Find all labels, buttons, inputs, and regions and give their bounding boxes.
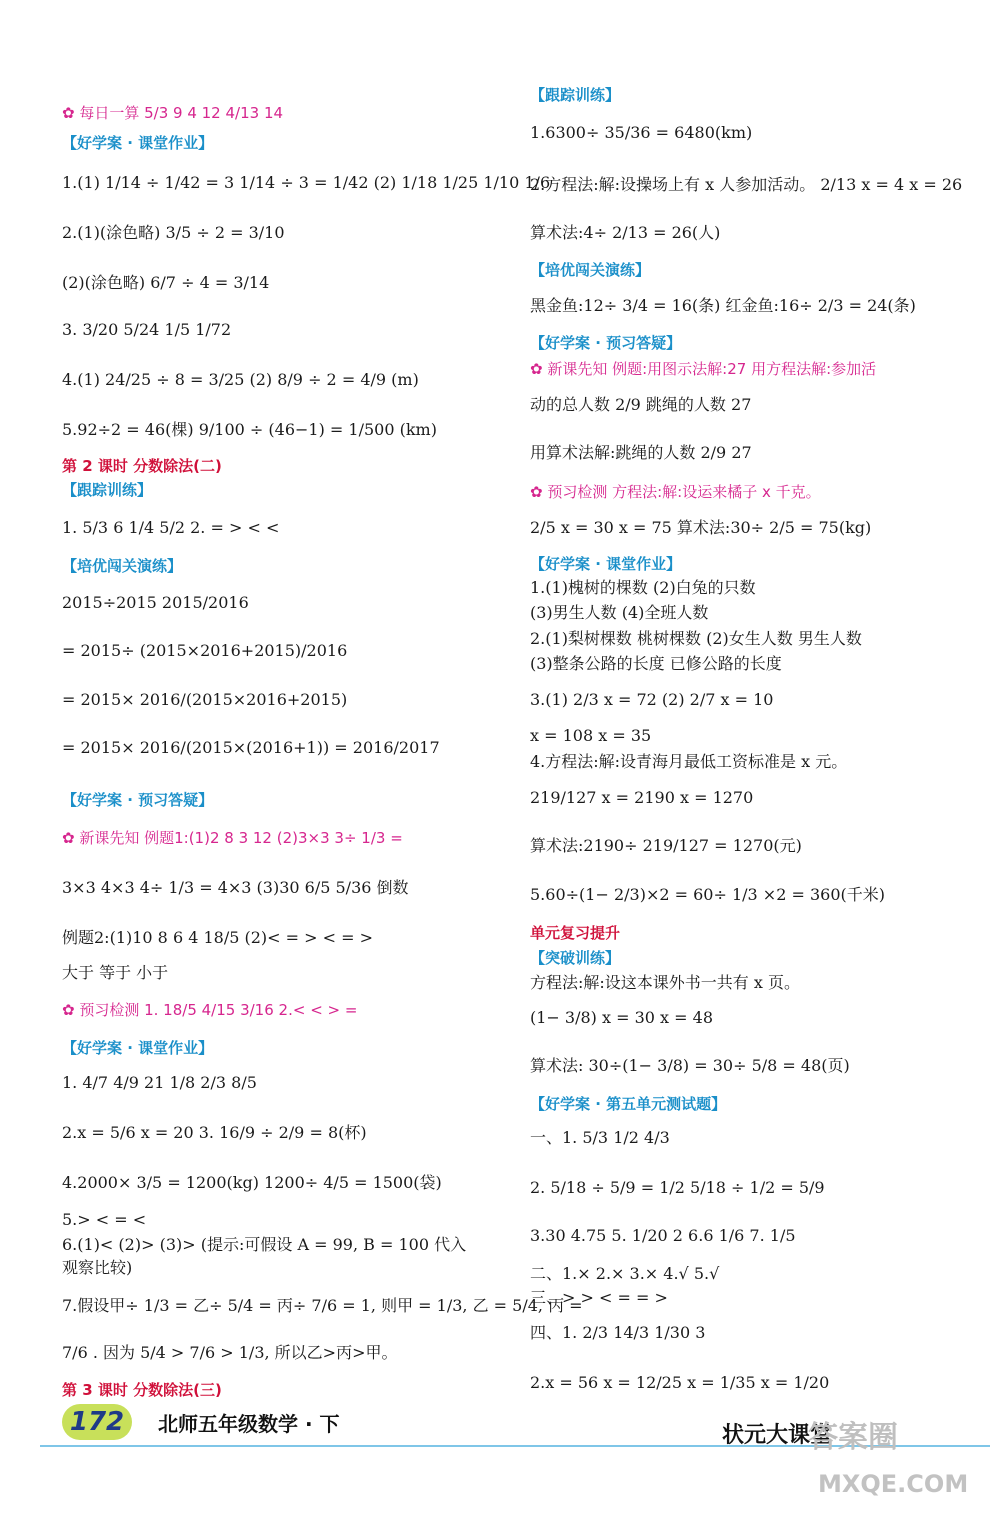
answer-line: 4.2000× 3/5 = 1200(kg) 1200÷ 4/5 = 1500(袋) [62,1173,442,1192]
lesson-title: 单元复习提升 [530,924,621,942]
answer-line: 7/6 . 因为 5/4 > 7/6 > 1/3, 所以乙>丙>甲。 [62,1343,398,1362]
section-header: 【好学案 · 预习答疑】 [530,334,682,352]
answer-line: = 2015÷ (2015×2016+2015)/2016 [62,641,348,660]
answer-line: 方程法:解:设这本课外书一共有 x 页。 [530,973,800,992]
answer-line: (1− 3/8) x = 30 x = 48 [530,1008,713,1027]
answer-line: 算术法:4÷ 2/13 = 26(人) [530,223,721,242]
answer-line: 3×3 4×3 4÷ 1/3 = 4×3 (3)30 6/5 5/36 倒数 [62,878,409,897]
answer-line: (2)(涂色略) 6/7 ÷ 4 = 3/14 [62,273,270,292]
page-number: 172 [62,1404,132,1440]
answer-line: ✿ 新课先知 例题:用图示法解:27 用方程法解:参加活 [530,360,877,378]
answer-line: = 2015× 2016/(2015×(2016+1)) = 2016/2017 [62,738,440,757]
answer-line: (3)整条公路的长度 已修公路的长度 [530,654,782,673]
answer-line: 2015÷2015 2015/2016 [62,593,249,612]
answer-line: 5.> < = < [62,1210,147,1229]
section-header: 【突破训练】 [530,949,621,967]
section-header: 【跟踪训练】 [62,481,153,499]
answer-line: 1. 4/7 4/9 21 1/8 2/3 8/5 [62,1073,257,1092]
answer-line: 2. 5/18 ÷ 5/9 = 1/2 5/18 ÷ 1/2 = 5/9 [530,1178,825,1197]
answer-line: 3.(1) 2/3 x = 72 (2) 2/7 x = 10 [530,690,774,709]
section-header: 【好学案 · 课堂作业】 [62,134,214,152]
answer-line: ✿ 预习检测 方程法:解:设运来橘子 x 千克。 [530,483,821,501]
lesson-title: 第 2 课时 分数除法(二) [62,457,222,475]
answer-line: 3. 3/20 5/24 1/5 1/72 [62,320,232,339]
answer-line: 5.92÷2 = 46(棵) 9/100 ÷ (46−1) = 1/500 (km) [62,420,437,439]
answer-line: 4.方程法:解:设青海月最低工资标准是 x 元。 [530,752,848,771]
section-header: 【培优闯关演练】 [530,261,651,279]
answer-line: 2.(1)(涂色略) 3/5 ÷ 2 = 3/10 [62,223,285,242]
answer-line: 动的总人数 2/9 跳绳的人数 27 [530,395,752,414]
answer-line: (3)男生人数 (4)全班人数 [530,603,709,622]
answer-line: 用算术法解:跳绳的人数 2/9 27 [530,443,752,462]
answer-line: 1.(1) 1/14 ÷ 1/42 = 3 1/14 ÷ 3 = 1/42 (2) 1/18 1/25 1/10 1/6 [62,173,551,192]
answer-line: 2.x = 56 x = 12/25 x = 1/35 x = 1/20 [530,1373,830,1392]
answer-line: 二、1.× 2.× 3.× 4.√ 5.√ [530,1264,720,1283]
answer-line: 例题2:(1)10 8 6 4 18/5 (2)< = > < = > [62,928,374,947]
answer-line: 大于 等于 小于 [62,963,169,982]
section-header: 【培优闯关演练】 [62,557,183,575]
section-header: 【好学案 · 课堂作业】 [62,1039,214,1057]
answer-line: 三、> > < = = > [530,1288,668,1307]
watermark-bottom: MXQE.COM [818,1470,969,1498]
answer-line: ✿ 新课先知 例题1:(1)2 8 3 12 (2)3×3 3÷ 1/3 = [62,829,403,847]
answer-line: = 2015× 2016/(2015×2016+2015) [62,690,348,709]
answer-line: 2.方程法:解:设操场上有 x 人参加活动。 2/13 x = 4 x = 26 [530,175,963,194]
answer-line: 2/5 x = 30 x = 75 算术法:30÷ 2/5 = 75(kg) [530,518,872,537]
section-header: 【跟踪训练】 [530,86,621,104]
answer-line: 3.30 4.75 5. 1/20 2 6.6 1/6 7. 1/5 [530,1226,796,1245]
answer-line: 1.6300÷ 35/36 = 6480(km) [530,123,753,142]
section-header: 【好学案 · 预习答疑】 [62,791,214,809]
watermark-top: 答案圈 [808,1420,898,1455]
answer-line: 1.(1)槐树的棵数 (2)白兔的只数 [530,578,756,597]
brand-name: 状元大课堂 [722,1423,833,1448]
answer-line: 黑金鱼:12÷ 3/4 = 16(条) 红金鱼:16÷ 2/3 = 24(条) [530,296,916,315]
answer-line: 1. 5/3 6 1/4 5/2 2. = > < < [62,518,280,537]
section-header: 【好学案 · 第五单元测试题】 [530,1095,727,1113]
answer-line: 2.x = 5/6 x = 20 3. 16/9 ÷ 2/9 = 8(杯) [62,1123,367,1142]
answer-line: 观察比较) [62,1258,133,1277]
answer-line: 5.60÷(1− 2/3)×2 = 60÷ 1/3 ×2 = 360(千米) [530,885,885,904]
section-header: 【好学案 · 课堂作业】 [530,555,682,573]
lesson-title: 第 3 课时 分数除法(三) [62,1381,222,1399]
answer-line: ✿ 每日一算 5/3 9 4 12 4/13 14 [62,104,284,122]
book-title: 北师五年级数学 · 下 [158,1412,340,1436]
answer-line: ✿ 预习检测 1. 18/5 4/15 3/16 2.< < > = [62,1001,358,1019]
answer-line: 算术法:2190÷ 219/127 = 1270(元) [530,836,802,855]
answer-line: 2.(1)梨树棵数 桃树棵数 (2)女生人数 男生人数 [530,629,862,648]
answer-line: 4.(1) 24/25 ÷ 8 = 3/25 (2) 8/9 ÷ 2 = 4/9 (m) [62,370,419,389]
answer-line: 219/127 x = 2190 x = 1270 [530,788,754,807]
answer-line: 四、1. 2/3 14/3 1/30 3 [530,1323,706,1342]
answer-line: 一、1. 5/3 1/2 4/3 [530,1128,670,1147]
answer-line: x = 108 x = 35 [530,726,652,745]
answer-line: 算术法: 30÷(1− 3/8) = 30÷ 5/8 = 48(页) [530,1056,850,1075]
answer-line: 7.假设甲÷ 1/3 = 乙÷ 5/4 = 丙÷ 7/6 = 1, 则甲 = 1/3, 乙 = 5/4, 丙 = [62,1296,583,1315]
answer-line: 6.(1)< (2)> (3)> (提示:可假设 A = 99, B = 100 代入 [62,1235,467,1254]
